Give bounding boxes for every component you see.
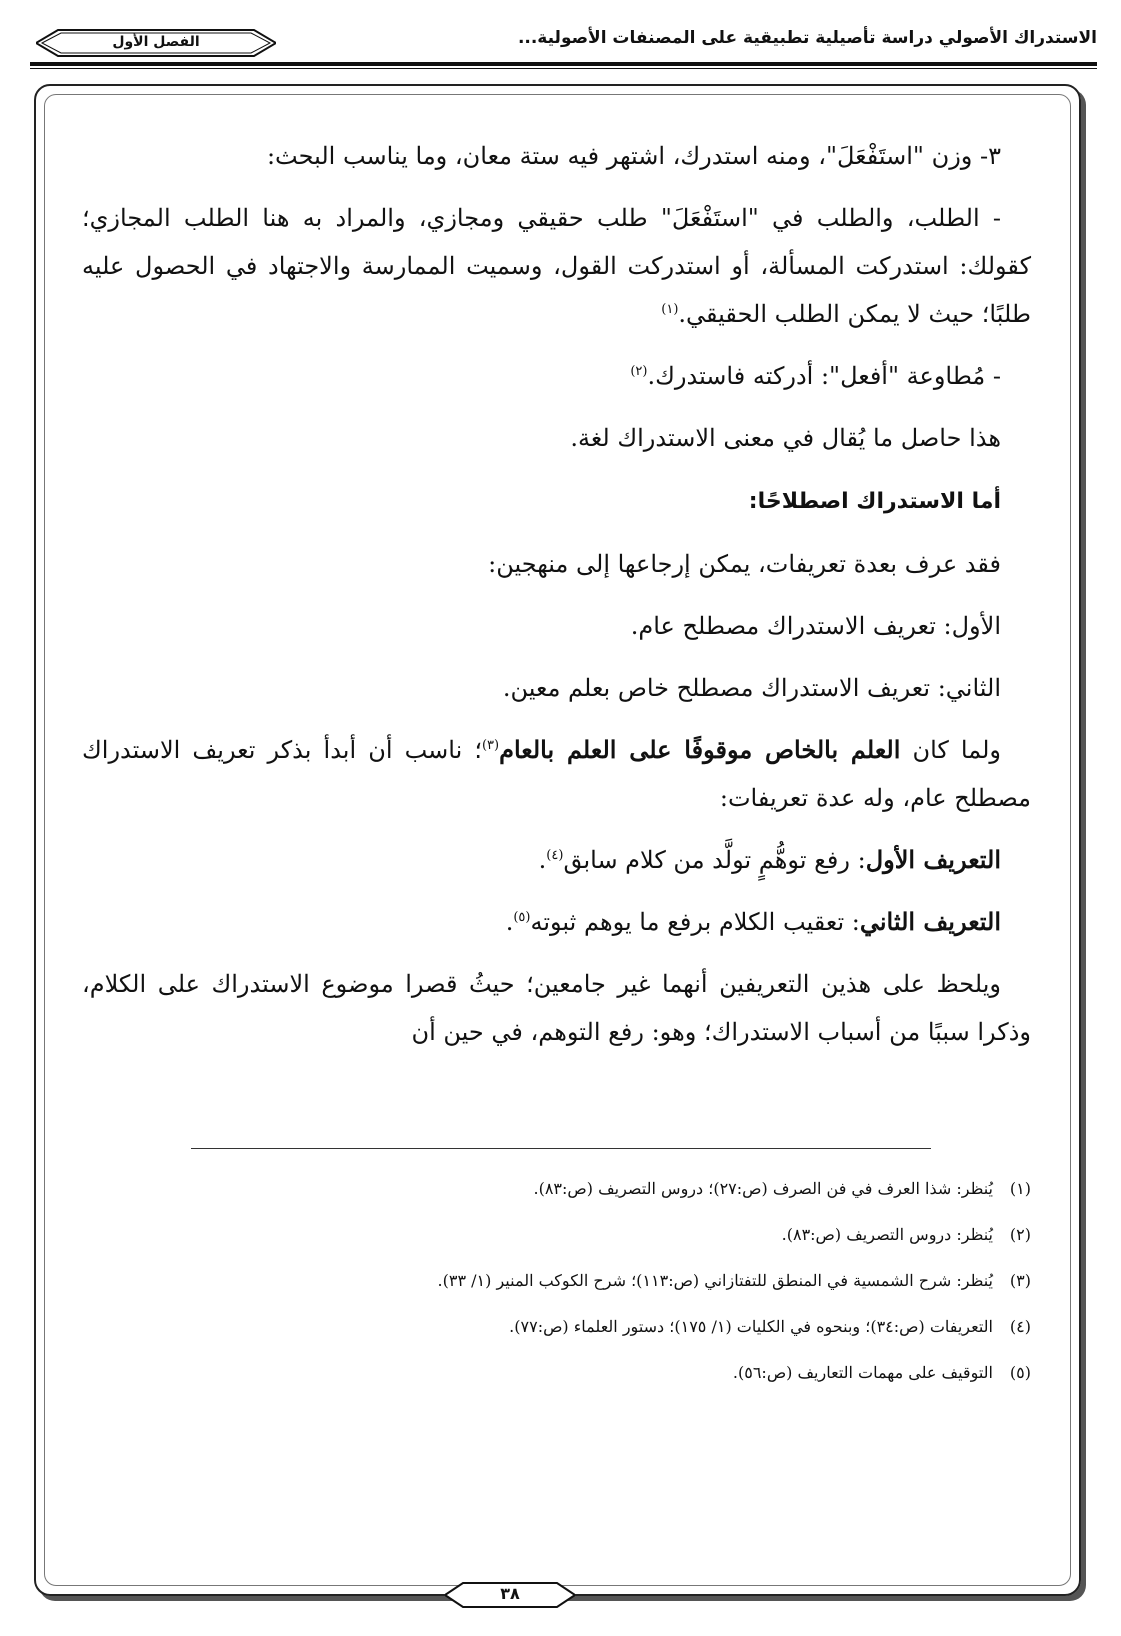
chapter-label: الفصل الأول <box>112 34 200 50</box>
footnote-ref: (٣) <box>481 738 500 753</box>
footnote-number: (٣) <box>1009 1271 1031 1290</box>
page-number-tab <box>445 1582 575 1608</box>
paragraph-text: الأول: تعريف الاستدراك مصطلح عام. <box>630 612 1001 640</box>
definition-label: التعريف الثاني <box>859 907 1001 936</box>
paragraph-text: فقد عرف بعدة تعريفات، يمكن إرجاعها إلى منهجين: <box>488 550 1001 578</box>
page-header <box>30 18 1097 70</box>
header-rule <box>30 62 1097 66</box>
footnote-item <box>82 1224 1031 1246</box>
paragraph-summary <box>82 414 1031 462</box>
paragraph-mutawaa <box>82 352 1031 400</box>
paragraph-text: - مُطاوعة "أفعل": أدركته فاستدرك. <box>647 362 1001 390</box>
footnote-separator <box>191 1148 931 1149</box>
footnotes <box>82 1178 1031 1408</box>
footnote-number: (١) <box>1009 1179 1031 1198</box>
footnote-item <box>82 1362 1031 1384</box>
paragraph-text: ويلحظ على هذين التعريفين أنهما غير جامعين؛ حيثُ قصرا موضوع الاستدراك على الكلام، وذكرا سببًا من أسباب الاستدراك؛ وهو: رفع التوهم، في حين أن <box>82 970 1031 1046</box>
paragraph-text: هذا حاصل ما يُقال في معنى الاستدراك لغة. <box>570 424 1001 452</box>
paragraph-text: ولما كان <box>900 736 1002 764</box>
footnote-text: يُنظر: شذا العرف في فن الصرف (ص:٢٧)؛ دروس التصريف (ص:٨٣). <box>533 1179 993 1198</box>
definition-two <box>82 898 1031 946</box>
paragraph-text: ٣- وزن "استَفْعَلَ"، ومنه استدرك، اشتهر فيه ستة معان، وما يناسب البحث: <box>266 142 1001 170</box>
definition-label: التعريف الأول <box>865 845 1001 874</box>
footnote-ref: (٤) <box>546 848 564 863</box>
footnote-text: يُنظر: شرح الشمسية في المنطق للتفتازاني (ص:١١٣)؛ شرح الكوكب المنير (١/ ٣٣). <box>437 1271 993 1290</box>
section-heading: أما الاستدراك اصطلاحًا: <box>748 489 1001 514</box>
paragraph-general-first <box>82 726 1031 822</box>
section-heading-wrapper <box>82 476 1031 526</box>
chapter-tab <box>36 28 276 58</box>
footnote-ref: (٥) <box>513 910 531 925</box>
bold-phrase: العلم بالخاص موقوفًا على العلم بالعام <box>499 735 901 764</box>
footnote-ref: (١) <box>661 302 679 317</box>
paragraph-first-approach <box>82 602 1031 650</box>
definition-text: : رفع توهُّمٍ تولَّد من كلام سابق <box>563 846 866 874</box>
paragraph-critique <box>82 960 1031 1056</box>
definition-text: : تعقيب الكلام برفع ما يوهم ثبوته <box>530 908 860 936</box>
paragraph-wazn <box>82 132 1031 180</box>
footnote-text: التوقيف على مهمات التعاريف (ص:٥٦). <box>732 1363 993 1382</box>
paragraph-definitions-intro <box>82 540 1031 588</box>
footnote-text: يُنظر: دروس التصريف (ص:٨٣). <box>781 1225 993 1244</box>
definition-one <box>82 836 1031 884</box>
footnote-number: (٥) <box>1009 1363 1031 1382</box>
page-number: ٣٨ <box>500 1584 520 1603</box>
footnote-number: (٢) <box>1009 1225 1031 1244</box>
footnote-text: التعريفات (ص:٣٤)؛ وبنحوه في الكليات (١/ ١٧٥)؛ دستور العلماء (ص:٧٧). <box>509 1317 993 1336</box>
book-title: الاستدراك الأصولي دراسة تأصيلية تطبيقية على المصنفات الأصولية... <box>517 28 1097 48</box>
footnote-number: (٤) <box>1009 1317 1031 1336</box>
paragraph-text: ؛ ناسب أن أبدأ بذكر تعريف الاستدراك مصطلح عام، وله عدة تعريفات: <box>82 736 1031 812</box>
footnote-ref: (٢) <box>630 364 648 379</box>
paragraph-second-approach <box>82 664 1031 712</box>
header-rule-thin <box>30 68 1097 69</box>
paragraph-text: - الطلب، والطلب في "استَفْعَلَ" طلب حقيقي ومجازي، والمراد به هنا الطلب المجازي؛ كقولك: استدركت المسألة، أو استدركت القول، وسميت الممارسة والاجتهاد في الحصول عليه طلبًا؛ حيث لا يمكن الطلب الحقيقي. <box>82 204 1031 328</box>
footnote-item <box>82 1316 1031 1338</box>
paragraph-talab <box>82 194 1031 338</box>
footnote-item <box>82 1178 1031 1200</box>
definition-end: . <box>538 846 547 874</box>
main-text <box>82 132 1031 1070</box>
paragraph-text: الثاني: تعريف الاستدراك مصطلح خاص بعلم معين. <box>502 674 1001 702</box>
definition-end: . <box>505 908 514 936</box>
footnote-item <box>82 1270 1031 1292</box>
